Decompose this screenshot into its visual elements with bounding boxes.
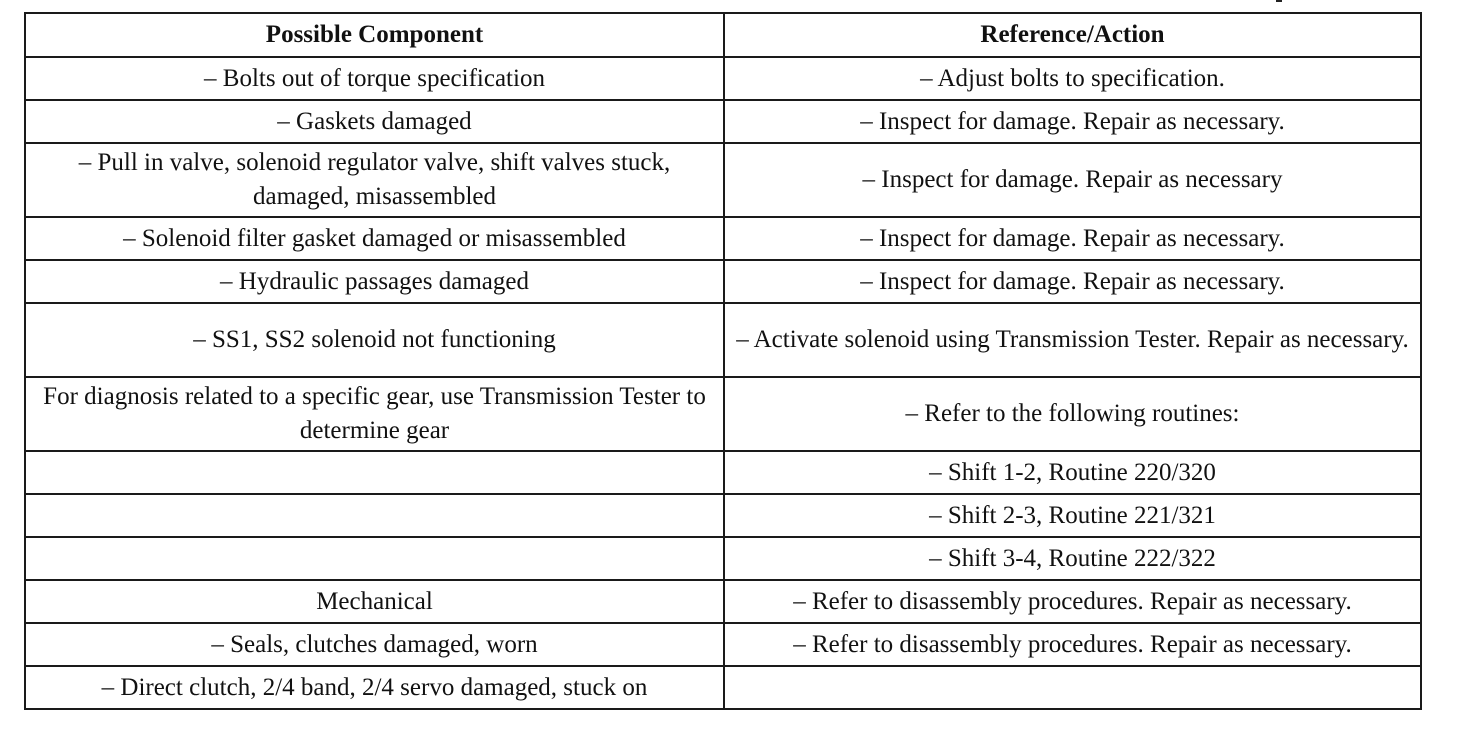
action-cell: – Refer to disassembly procedures. Repair as necessary. <box>724 623 1421 666</box>
component-cell: – Bolts out of torque specification <box>25 57 724 100</box>
action-cell: – Shift 1-2, Routine 220/320 <box>724 451 1421 494</box>
component-cell: – SS1, SS2 solenoid not functioning <box>25 303 724 377</box>
table-row <box>25 451 1421 494</box>
action-cell <box>724 666 1421 709</box>
component-cell <box>25 537 724 580</box>
component-cell: – Direct clutch, 2/4 band, 2/4 servo damaged, stuck on <box>25 666 724 709</box>
component-cell <box>25 451 724 494</box>
action-cell: – Shift 2-3, Routine 221/321 <box>724 494 1421 537</box>
column-header-reference-action: Reference/Action <box>724 13 1421 57</box>
table-row <box>25 494 1421 537</box>
action-cell: – Refer to disassembly procedures. Repair as necessary. <box>724 580 1421 623</box>
table-row <box>25 100 1421 143</box>
component-cell: – Seals, clutches damaged, worn <box>25 623 724 666</box>
component-cell: Mechanical <box>25 580 724 623</box>
component-cell <box>25 494 724 537</box>
component-cell: – Pull in valve, solenoid regulator valve, shift valves stuck, damaged, misassembled <box>25 143 724 217</box>
component-cell: For diagnosis related to a specific gear, use Transmission Tester to determine gear <box>25 377 724 451</box>
action-cell: – Inspect for damage. Repair as necessary. <box>724 100 1421 143</box>
component-cell: – Solenoid filter gasket damaged or misassembled <box>25 217 724 260</box>
action-cell: – Inspect for damage. Repair as necessary. <box>724 217 1421 260</box>
table-row <box>25 623 1421 666</box>
diagnosis-table <box>24 12 1422 710</box>
component-cell: – Gaskets damaged <box>25 100 724 143</box>
component-cell: – Hydraulic passages damaged <box>25 260 724 303</box>
column-header-possible-component: Possible Component <box>25 13 724 57</box>
action-cell: – Shift 3-4, Routine 222/322 <box>724 537 1421 580</box>
action-cell: – Inspect for damage. Repair as necessary. <box>724 260 1421 303</box>
action-cell: – Adjust bolts to specification. <box>724 57 1421 100</box>
action-cell: – Refer to the following routines: <box>724 377 1421 451</box>
action-cell: – Inspect for damage. Repair as necessary <box>724 143 1421 217</box>
table-header-row <box>25 13 1421 57</box>
table-row <box>25 377 1421 451</box>
table-row <box>25 57 1421 100</box>
table-row <box>25 260 1421 303</box>
table-row <box>25 537 1421 580</box>
table-row <box>25 666 1421 709</box>
table-row <box>25 217 1421 260</box>
table-row <box>25 303 1421 377</box>
table-row <box>25 143 1421 217</box>
action-cell: – Activate solenoid using Transmission Tester. Repair as necessary. <box>724 303 1421 377</box>
table-row <box>25 580 1421 623</box>
top-edge-mark <box>1276 0 1282 6</box>
